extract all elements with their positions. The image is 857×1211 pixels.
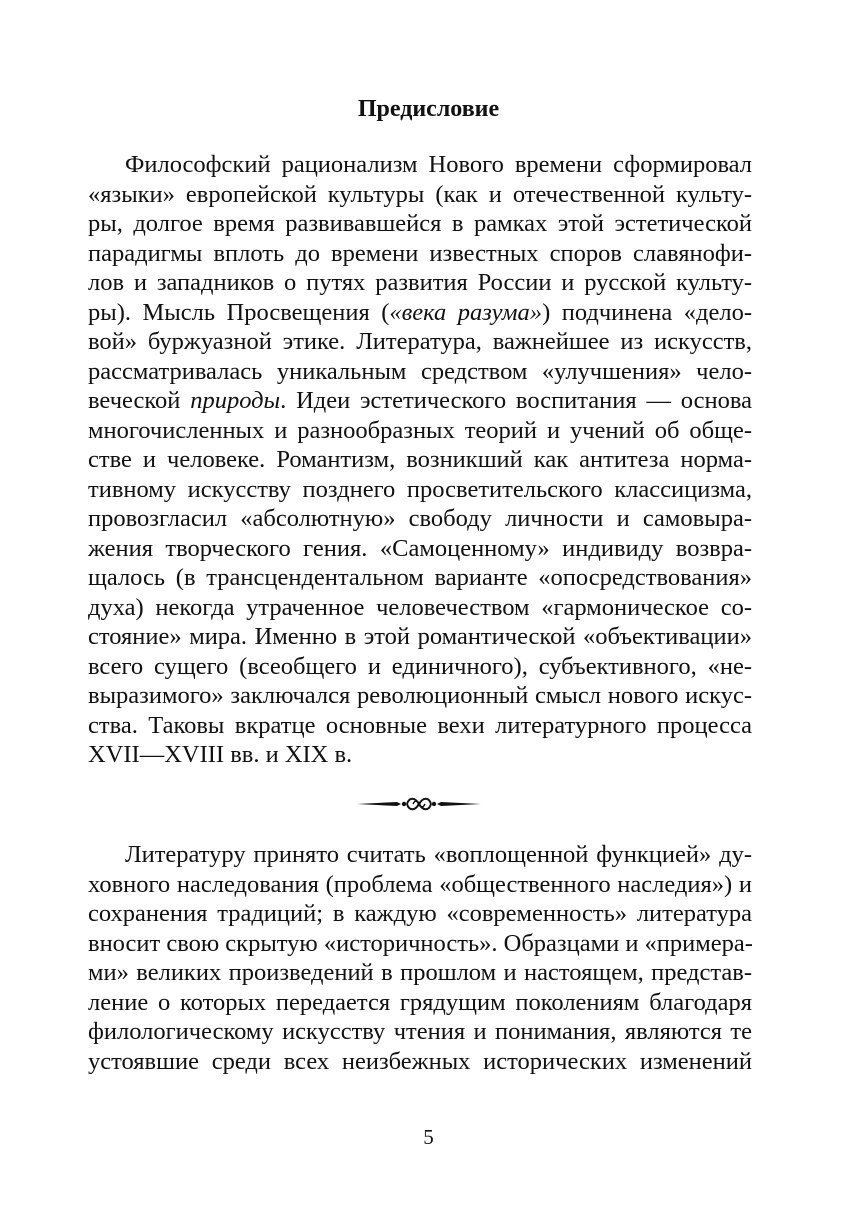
text-line: ры, долгое время развивавшейся в рамках этой эстетической [88,210,752,237]
text-line: вносит свою скрытую «историчность». Образцами и «примера- [88,929,753,957]
text-line: сохранения традиций; в каждую «современность» литература [88,900,752,927]
text-fragment: ры). Мысль Просвещения ( [88,298,390,326]
text-line [88,386,752,416]
text-line: лов и западников о путях развития России и русской культу- [88,269,752,296]
text-line: духа) некогда утраченное человечеством «гармоническое со- [88,593,752,621]
text-line: тивному искусству позднего просветительского классицизма, [88,475,752,503]
italic-fragment: природы [190,387,281,414]
text-line: ховного наследования (проблема «общественного наследия») и [88,870,752,898]
text-line: выразимого» заключался революционный смысл нового искус- [88,682,752,709]
text-line: всего сущего (всеобщего и единичного), субъективного, «не- [88,652,752,680]
text-fragment: ) подчинена «дело- [542,298,752,326]
paragraph-1 [88,150,752,770]
text-line: «языки» европейской культуры (как и отечественной культу- [88,180,752,208]
text-line [88,298,752,328]
text-line: стояние» мира. Именно в этой романтической «объективации» [88,623,752,650]
text-line: ми» великих произведений в прошлом и настоящем, представ- [88,959,752,986]
text-line: парадигмы вплоть до времени известных споров славянофи- [88,239,752,267]
text-line: многочисленных и разнообразных теорий и учений об обще- [88,416,752,444]
text-line: стве и человеке. Романтизм, возникший как антитеза норма- [88,446,752,473]
text-fragment: . Идеи эстетического воспитания — основа [280,387,753,414]
page-title: Предисловие [357,96,500,122]
text-fragment: веческой [88,387,191,414]
paragraph-2 [88,840,752,1076]
text-line: жения творческого гения. «Самоценному» индивиду возвра- [88,534,752,562]
text-line: Литературу принято считать «воплощенной функцией» ду- [125,841,752,868]
text-line: провозгласил «абсолютную» свободу личности и самовыра- [88,505,752,532]
text-line: рассматривалась уникальным средством «улучшения» чело- [88,357,752,385]
text-line: XVII—XVIII вв. и XIX в. [88,741,353,768]
page-number: 5 [423,1125,434,1149]
text-line: ства. Таковы вкратце основные вехи литературного процесса [88,711,752,739]
italic-fragment: «века разума» [389,298,543,326]
text-line: вой» буржуазной этике. Литература, важнейшее из искусств, [88,328,752,355]
text-line: ление о которых передается грядущим поколениям благодаря [88,988,752,1016]
fleuron-divider-icon [357,792,481,816]
text-line: филологическому искусству чтения и понимания, являются те [88,1018,752,1045]
text-line: щалось (в трансцендентальном варианте «опосредствования» [88,564,752,591]
text-line: устоявшие среди всех неизбежных исторических изменений [88,1047,752,1075]
text-line: Философский рационализм Нового времени сформировал [125,151,752,178]
